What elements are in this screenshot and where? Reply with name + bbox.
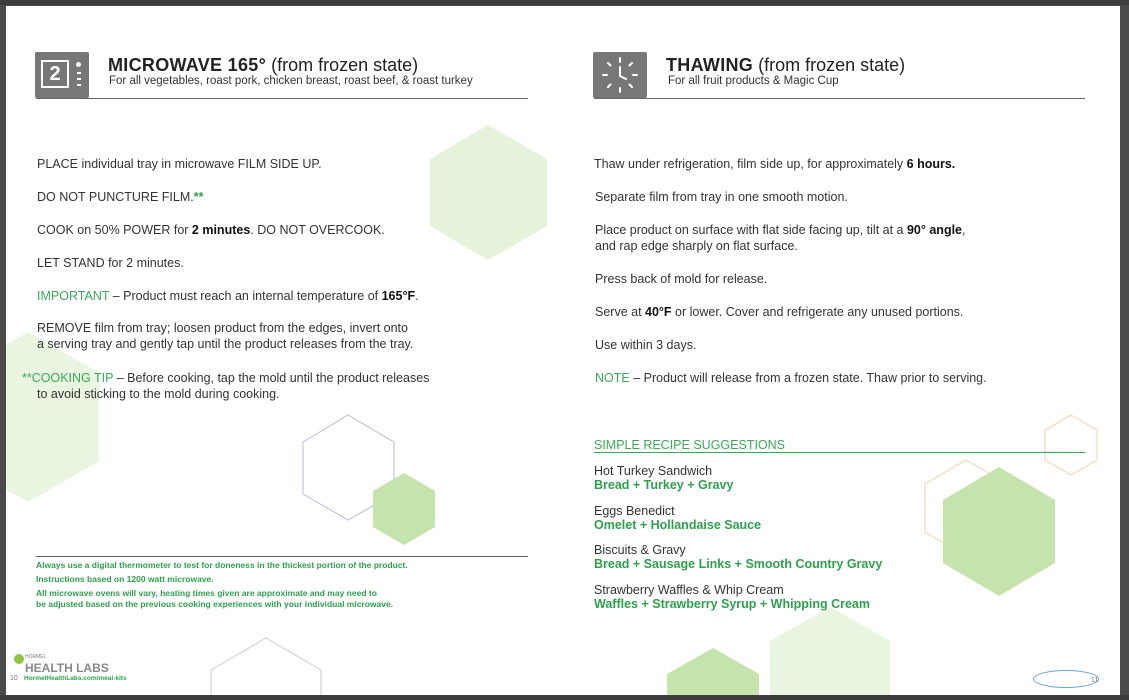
recipe-section-title: SIMPLE RECIPE SUGGESTIONS (594, 438, 786, 452)
asterisk-marker: ** (193, 190, 204, 204)
thaw-hours: 6 hours. (906, 157, 956, 171)
recipe-name: Eggs Benedict (594, 504, 675, 518)
hexagon-shape (6, 332, 99, 502)
thaw-step-4: Press back of mold for release. (595, 272, 768, 286)
note-text: – Product will release from a frozen state. Thaw prior to serving. (629, 371, 987, 385)
thawing-heading (666, 55, 905, 76)
viewer-bottom-bar (0, 695, 1129, 700)
recipe-ingredients: Waffles + Strawberry Syrup + Whipping Cream (594, 597, 870, 611)
tilt-text-after: , (962, 223, 966, 237)
recipe-section-rule (594, 452, 1085, 453)
important-temperature: 165°F (381, 289, 416, 303)
cook-text-after: . DO NOT OVERCOOK. (250, 223, 385, 237)
cooking-tip-text: – Before cooking, tap the mold until the product releases (113, 371, 430, 385)
important-end: . (415, 289, 419, 303)
important-text: – Product must reach an internal temperature of (109, 289, 382, 303)
step-remove-line2: a serving tray and gently tap until the product releases from the tray. (37, 337, 414, 351)
footnote-line2: Instructions based on 1200 watt microwave. (36, 574, 214, 584)
thaw-step-6: Use within 3 days. (595, 338, 697, 352)
step-let-stand: LET STAND for 2 minutes. (37, 256, 184, 270)
hexagon-shape (430, 125, 547, 260)
thawing-header-rule (594, 98, 1085, 99)
recipe-name: Biscuits & Gravy (594, 543, 686, 557)
hexagon-shape (211, 638, 321, 695)
serve-text-before: Serve at (595, 305, 646, 319)
clock-icon (593, 52, 647, 98)
important-label: IMPORTANT (37, 289, 110, 303)
thaw-note (595, 370, 987, 386)
tilt-text-before: Place product on surface with flat side facing up, tilt at a (595, 223, 907, 237)
viewer-top-bar (0, 0, 1129, 5)
recipe-ingredients: Bread + Turkey + Gravy (594, 478, 734, 492)
brand-logo-icon (1033, 670, 1099, 688)
cook-time: 2 minutes (191, 223, 251, 237)
recipe-ingredients: Bread + Sausage Links + Smooth Country Gravy (594, 557, 883, 571)
step-cook (37, 222, 385, 238)
cooking-tip-line1 (22, 370, 429, 386)
tilt-angle: 90° angle (906, 223, 963, 237)
microwave-heading (108, 55, 418, 76)
microwave-header-rule (36, 98, 528, 99)
microwave-heading-suffix: (from frozen state) (271, 55, 419, 75)
thaw-step-5 (595, 304, 963, 320)
thawing-heading-suffix: (from frozen state) (758, 55, 906, 75)
footnote-rule (36, 556, 528, 557)
hexagon-shape (1045, 415, 1097, 475)
microwave-heading-main: MICROWAVE 165° (108, 55, 267, 75)
step-place: PLACE individual tray in microwave FILM SIDE UP. (37, 157, 322, 171)
recipe-ingredients: Omelet + Hollandaise Sauce (594, 518, 762, 532)
thaw-text: Thaw under refrigeration, film side up, for approximately (594, 157, 907, 171)
left-page-number: 10 (10, 675, 18, 682)
cook-text-before: COOK on 50% POWER for (37, 223, 192, 237)
leaf-logo-icon (14, 654, 24, 664)
microwave-icon (35, 52, 89, 98)
recipe-name: Hot Turkey Sandwich (594, 464, 713, 478)
brand-small: HORMEL (25, 654, 47, 660)
recipe-name: Strawberry Waffles & Whip Cream (594, 583, 784, 597)
hexagon-shape (373, 473, 435, 545)
footnote-line1: Always use a digital thermometer to test for doneness in the thickest portion of the product. (36, 560, 408, 570)
serve-temperature: 40°F (645, 305, 672, 319)
cooking-tip-line2: to avoid sticking to the mold during cooking. (37, 387, 280, 401)
thawing-heading-main: THAWING (666, 55, 754, 75)
health-labs-logo: HEALTH LABS (25, 661, 109, 675)
footnote-line4: be adjusted based on the previous cooking experiences with your individual microwave. (36, 599, 394, 609)
thaw-step-1 (594, 156, 955, 172)
thaw-step-3-line2: and rap edge sharply on flat surface. (595, 239, 798, 253)
step-do-not-puncture (37, 189, 203, 205)
document-page (6, 6, 1120, 695)
thaw-step-3-line1 (595, 222, 966, 238)
microwave-subheading: For all vegetables, roast pork, chicken breast, roast beef, & roast turkey (109, 75, 473, 87)
hexagon-shape (667, 648, 759, 695)
footer-url[interactable]: HormelHealthLabs.com/meal-kits (24, 675, 127, 682)
hexagon-shape (770, 607, 890, 695)
footnote-line3: All microwave ovens will vary, heating times given are approximate and may need to (36, 588, 377, 598)
hexagon-shape (943, 467, 1055, 596)
serve-text-after: or lower. Cover and refrigerate any unused portions. (671, 305, 964, 319)
thaw-step-2: Separate film from tray in one smooth motion. (595, 190, 848, 204)
right-page-number: 11 (1091, 677, 1099, 684)
step-do-not-puncture-text: DO NOT PUNCTURE FILM. (37, 190, 194, 204)
microwave-number-badge: 2 (41, 60, 69, 88)
thawing-subheading: For all fruit products & Magic Cup (668, 75, 839, 87)
step-remove-line1: REMOVE film from tray; loosen product from the edges, invert onto (37, 321, 408, 335)
cooking-tip-label: **COOKING TIP (22, 371, 114, 385)
step-important (37, 288, 419, 304)
note-label: NOTE (595, 371, 630, 385)
